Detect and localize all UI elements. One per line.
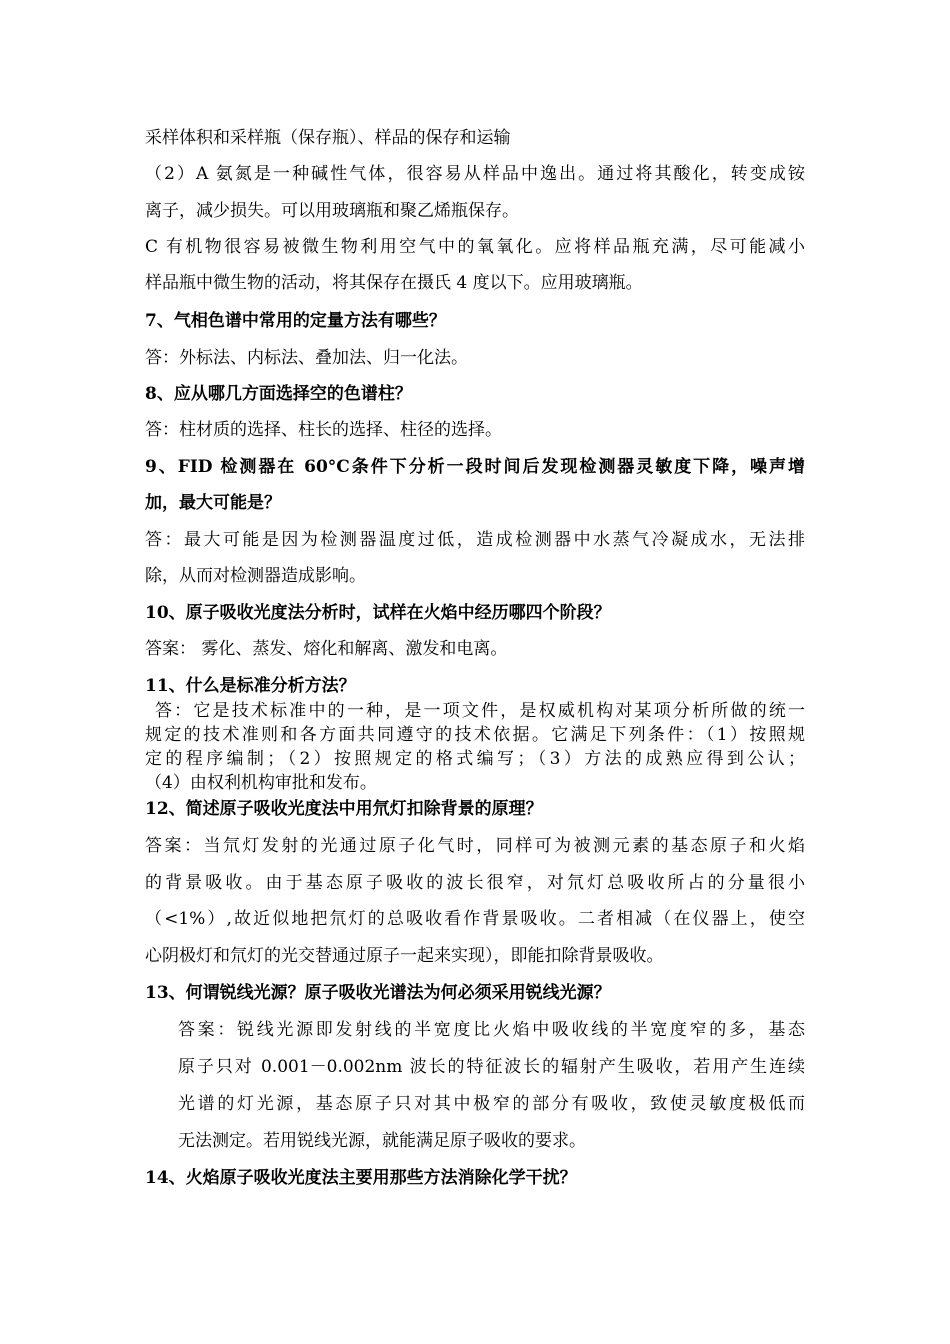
question-8: 8、应从哪几方面选择空的色谱柱？ — [145, 384, 412, 404]
text-line: （2）A 氨氮是一种碱性气体，很容易从样品中逸出。通过将其酸化，转变成铵 — [145, 164, 805, 184]
answer-12: 答案：当氘灯发射的光通过原子化气时，同样可为被测元素的基态原子和火焰 — [145, 836, 805, 856]
text-line: C 有机物很容易被微生物利用空气中的氧氧化。应将样品瓶充满，尽可能减小 — [145, 237, 805, 257]
question-7: 7、气相色谱中常用的定量方法有哪些？ — [145, 311, 446, 331]
answer-11-cont: 定的程序编制；（2）按照规定的格式编写；（3）方法的成熟应得到公认； — [145, 749, 805, 769]
answer-12-cont: 的背景吸收。由于基态原子吸收的波长很窄，对氘灯总吸收所占的分量很小 — [145, 873, 805, 893]
question-12: 12、简述原子吸收光度法中用氘灯扣除背景的原理？ — [145, 799, 543, 819]
question-10: 10、原子吸收光度法分析时，试样在火焰中经历哪四个阶段？ — [145, 603, 611, 623]
question-9: 9、FID 检测器在 60°C条件下分析一段时间后发现检测器灵敏度下降，噪声增 — [145, 457, 805, 477]
answer-13-cont: 无法测定。若用锐线光源，就能满足原子吸收的要求。 — [178, 1131, 586, 1151]
answer-13-cont: 原子只对 0.001－0.002nm 波长的特征波长的辐射产生吸收，若用产生连续 — [178, 1057, 805, 1077]
text-line: 采样体积和采样瓶（保存瓶）、样品的保存和运输 — [145, 128, 511, 148]
question-9-cont: 加，最大可能是？ — [145, 493, 281, 513]
answer-7: 答：外标法、内标法、叠加法、归一化法。 — [145, 348, 468, 368]
answer-8: 答：柱材质的选择、柱长的选择、柱径的选择。 — [145, 420, 502, 440]
answer-10: 答案： 雾化、蒸发、熔化和解离、激发和电离。 — [145, 639, 508, 659]
answer-13: 答案：锐线光源即发射线的半宽度比火焰中吸收线的半宽度窄的多，基态 — [178, 1020, 805, 1040]
answer-12-cont: （<1%）,故近似地把氘灯的总吸收看作背景吸收。二者相减（在仪器上，使空 — [145, 909, 805, 929]
answer-13-cont: 光谱的灯光源，基态原子只对其中极窄的部分有吸收，致使灵敏度极低而 — [178, 1094, 805, 1114]
question-13: 13、何谓锐线光源？原子吸收光谱法为何必须采用锐线光源？ — [145, 983, 611, 1003]
answer-11-cont: （4）由权利机构审批和发布。 — [145, 773, 377, 793]
answer-12-cont: 心阴极灯和氘灯的光交替通过原子一起来实现），即能扣除背景吸收。 — [145, 946, 664, 966]
question-14: 14、火焰原子吸收光度法主要用那些方法消除化学干扰？ — [145, 1168, 577, 1188]
answer-11: 答：它是技术标准中的一种，是一项文件，是权威机构对某项分析所做的统一 — [155, 701, 805, 721]
answer-11-cont: 规定的技术准则和各方面共同遵守的技术依据。它满足下列条件：（1）按照规 — [145, 725, 805, 745]
answer-9: 答：最大可能是因为检测器温度过低，造成检测器中水蒸气冷凝成水，无法排 — [145, 530, 805, 550]
text-line: 离子，减少损失。可以用玻璃瓶和聚乙烯瓶保存。 — [145, 201, 519, 221]
answer-9-cont: 除，从而对检测器造成影响。 — [145, 566, 366, 586]
question-11: 11、什么是标准分析方法？ — [145, 676, 356, 696]
text-line: 样品瓶中微生物的活动，将其保存在摄氏 4 度以下。应用玻璃瓶。 — [145, 273, 643, 293]
